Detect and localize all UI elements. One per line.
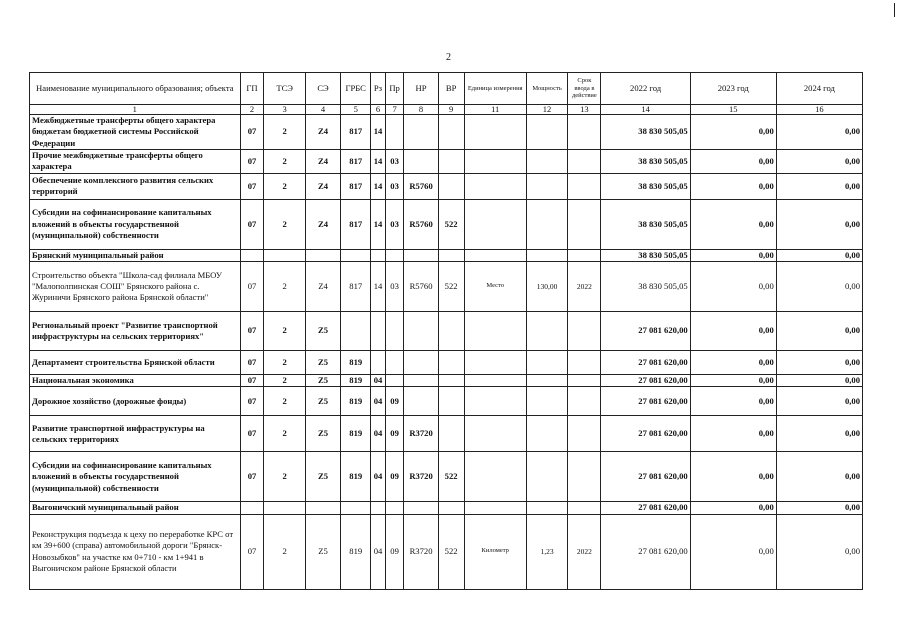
vr-code <box>438 115 464 150</box>
pr-code: 03 <box>385 199 404 249</box>
pr-code: 09 <box>385 387 404 416</box>
pr-code <box>385 115 404 150</box>
pr-code: 03 <box>385 262 404 312</box>
amount-2022: 38 830 505,05 <box>601 249 690 261</box>
capacity-cell <box>526 312 567 351</box>
gp-code: 07 <box>240 262 264 312</box>
col-number: 3 <box>264 105 305 115</box>
header-row <box>30 73 863 105</box>
amount-2022: 38 830 505,05 <box>601 150 690 174</box>
capacity-cell <box>526 249 567 261</box>
col-number: 6 <box>371 105 386 115</box>
column-number-row <box>30 105 863 115</box>
se-code: Z4 <box>305 173 340 199</box>
amount-2022: 38 830 505,05 <box>601 173 690 199</box>
corner-mark <box>894 3 895 17</box>
rz-code: 04 <box>371 387 386 416</box>
capacity-cell <box>526 173 567 199</box>
gp-code: 07 <box>240 199 264 249</box>
pr-code: 09 <box>385 416 404 452</box>
table-row <box>30 150 863 174</box>
object-name: Развитие транспортной инфраструктуры на сельских территориях <box>30 416 241 452</box>
vr-code: 522 <box>438 514 464 589</box>
rz-code: 04 <box>371 416 386 452</box>
gp-code: 07 <box>240 375 264 387</box>
col-number: 12 <box>526 105 567 115</box>
amount-2024: 0,00 <box>776 262 862 312</box>
nr-code <box>404 150 438 174</box>
vr-code: 522 <box>438 262 464 312</box>
gp-code: 07 <box>240 452 264 502</box>
table-body <box>30 115 863 590</box>
table-row <box>30 416 863 452</box>
rz-code: 04 <box>371 514 386 589</box>
table-row <box>30 199 863 249</box>
col-number: 9 <box>438 105 464 115</box>
grbs-code: 819 <box>341 351 371 375</box>
grbs-code: 817 <box>341 115 371 150</box>
gp-code: 07 <box>240 387 264 416</box>
capacity-cell <box>526 416 567 452</box>
capacity-cell <box>526 199 567 249</box>
deadline-cell <box>568 502 601 514</box>
nr-code: R5760 <box>404 173 438 199</box>
header-tse: ТСЭ <box>264 73 305 105</box>
capacity-cell <box>526 375 567 387</box>
unit-cell <box>464 387 526 416</box>
col-number: 1 <box>30 105 241 115</box>
pr-code <box>385 375 404 387</box>
header-name: Наименование муниципального образования; объекта <box>30 73 241 105</box>
col-number: 13 <box>568 105 601 115</box>
object-name: Строительство объекта "Школа-сад филиала МБОУ "Малополпинская СОШ" Брянского района с. Журиничи Брянского района Брянской области" <box>30 262 241 312</box>
table-row <box>30 262 863 312</box>
unit-cell <box>464 150 526 174</box>
col-number: 11 <box>464 105 526 115</box>
header-vr: ВР <box>438 73 464 105</box>
deadline-cell <box>568 312 601 351</box>
col-number: 15 <box>690 105 776 115</box>
table-row <box>30 502 863 514</box>
capacity-cell <box>526 150 567 174</box>
object-name: Субсидии на софинансирование капитальных вложений в объекты государственной (муниципальной) собственности <box>30 199 241 249</box>
pr-code: 03 <box>385 173 404 199</box>
header-2022: 2022 год <box>601 73 690 105</box>
header-2023: 2023 год <box>690 73 776 105</box>
pr-code: 09 <box>385 514 404 589</box>
nr-code <box>404 351 438 375</box>
amount-2024: 0,00 <box>776 115 862 150</box>
object-name: Дорожное хозяйство (дорожные фонды) <box>30 387 241 416</box>
deadline-cell <box>568 387 601 416</box>
tse-code: 2 <box>264 452 305 502</box>
se-code: Z4 <box>305 115 340 150</box>
tse-code <box>264 502 305 514</box>
amount-2023: 0,00 <box>690 249 776 261</box>
header-deadline: Срок ввода в действие <box>568 73 601 105</box>
object-name: Субсидии на софинансирование капитальных вложений в объекты государственной (муниципальной) собственности <box>30 452 241 502</box>
vr-code <box>438 375 464 387</box>
table-row <box>30 514 863 589</box>
amount-2024: 0,00 <box>776 416 862 452</box>
unit-cell <box>464 351 526 375</box>
se-code <box>305 249 340 261</box>
col-number: 5 <box>341 105 371 115</box>
col-number: 7 <box>385 105 404 115</box>
amount-2023: 0,00 <box>690 199 776 249</box>
object-name: Прочие межбюджетные трансферты общего характера <box>30 150 241 174</box>
pr-code: 09 <box>385 452 404 502</box>
nr-code <box>404 502 438 514</box>
deadline-cell <box>568 173 601 199</box>
tse-code: 2 <box>264 375 305 387</box>
object-name: Реконструкция подъезда к цеху по переработке КРС от км 39+600 (справа) автомобильной дороги "Брянск-Новозыбков" на участке км 0+710 - км 1+941 в Выгоничском районе Брянской области <box>30 514 241 589</box>
object-name: Межбюджетные трансферты общего характера бюджетам бюджетной системы Российской Федерации <box>30 115 241 150</box>
capacity-cell: 1,23 <box>526 514 567 589</box>
tse-code: 2 <box>264 150 305 174</box>
amount-2024: 0,00 <box>776 199 862 249</box>
amount-2023: 0,00 <box>690 452 776 502</box>
deadline-cell: 2022 <box>568 514 601 589</box>
deadline-cell <box>568 249 601 261</box>
amount-2024: 0,00 <box>776 502 862 514</box>
gp-code: 07 <box>240 150 264 174</box>
tse-code <box>264 249 305 261</box>
pr-code <box>385 312 404 351</box>
unit-cell <box>464 375 526 387</box>
page-number: 2 <box>446 52 451 63</box>
rz-code: 14 <box>371 150 386 174</box>
grbs-code: 819 <box>341 514 371 589</box>
amount-2022: 27 081 620,00 <box>601 416 690 452</box>
amount-2023: 0,00 <box>690 514 776 589</box>
nr-code <box>404 387 438 416</box>
vr-code <box>438 387 464 416</box>
amount-2023: 0,00 <box>690 150 776 174</box>
unit-cell <box>464 452 526 502</box>
se-code: Z5 <box>305 452 340 502</box>
header-capacity: Мощность <box>526 73 567 105</box>
amount-2024: 0,00 <box>776 452 862 502</box>
rz-code: 04 <box>371 452 386 502</box>
object-name: Выгоничский муниципальный район <box>30 502 241 514</box>
amount-2022: 27 081 620,00 <box>601 502 690 514</box>
col-number: 8 <box>404 105 438 115</box>
amount-2024: 0,00 <box>776 375 862 387</box>
tse-code: 2 <box>264 173 305 199</box>
deadline-cell <box>568 150 601 174</box>
nr-code: R3720 <box>404 452 438 502</box>
capacity-cell <box>526 502 567 514</box>
deadline-cell <box>568 452 601 502</box>
vr-code <box>438 416 464 452</box>
grbs-code: 817 <box>341 199 371 249</box>
header-2024: 2024 год <box>776 73 862 105</box>
se-code: Z5 <box>305 375 340 387</box>
amount-2023: 0,00 <box>690 262 776 312</box>
se-code: Z4 <box>305 199 340 249</box>
rz-code: 14 <box>371 173 386 199</box>
vr-code <box>438 150 464 174</box>
grbs-code: 819 <box>341 452 371 502</box>
grbs-code: 819 <box>341 416 371 452</box>
se-code: Z5 <box>305 351 340 375</box>
amount-2022: 27 081 620,00 <box>601 514 690 589</box>
amount-2022: 38 830 505,05 <box>601 115 690 150</box>
pr-code: 03 <box>385 150 404 174</box>
rz-code <box>371 249 386 261</box>
table-row <box>30 387 863 416</box>
amount-2022: 27 081 620,00 <box>601 312 690 351</box>
gp-code: 07 <box>240 312 264 351</box>
amount-2024: 0,00 <box>776 514 862 589</box>
amount-2022: 38 830 505,05 <box>601 262 690 312</box>
nr-code: R5760 <box>404 262 438 312</box>
unit-cell <box>464 249 526 261</box>
se-code: Z5 <box>305 416 340 452</box>
nr-code: R3720 <box>404 514 438 589</box>
amount-2022: 27 081 620,00 <box>601 452 690 502</box>
amount-2023: 0,00 <box>690 312 776 351</box>
tse-code: 2 <box>264 351 305 375</box>
pr-code <box>385 351 404 375</box>
amount-2022: 38 830 505,05 <box>601 199 690 249</box>
budget-table <box>29 72 863 590</box>
grbs-code: 819 <box>341 375 371 387</box>
amount-2023: 0,00 <box>690 387 776 416</box>
object-name: Департамент строительства Брянской области <box>30 351 241 375</box>
object-name: Брянский муниципальный район <box>30 249 241 261</box>
pr-code <box>385 249 404 261</box>
unit-cell <box>464 502 526 514</box>
amount-2022: 27 081 620,00 <box>601 387 690 416</box>
amount-2023: 0,00 <box>690 173 776 199</box>
rz-code: 14 <box>371 262 386 312</box>
se-code: Z5 <box>305 514 340 589</box>
col-number: 16 <box>776 105 862 115</box>
vr-code <box>438 502 464 514</box>
grbs-code <box>341 312 371 351</box>
deadline-cell <box>568 351 601 375</box>
vr-code <box>438 173 464 199</box>
vr-code <box>438 249 464 261</box>
grbs-code: 817 <box>341 150 371 174</box>
tse-code: 2 <box>264 514 305 589</box>
deadline-cell <box>568 416 601 452</box>
rz-code <box>371 351 386 375</box>
grbs-code: 817 <box>341 173 371 199</box>
deadline-cell <box>568 199 601 249</box>
tse-code: 2 <box>264 416 305 452</box>
capacity-cell <box>526 115 567 150</box>
deadline-cell: 2022 <box>568 262 601 312</box>
header-unit: Единица измерения <box>464 73 526 105</box>
unit-cell <box>464 199 526 249</box>
table-row <box>30 312 863 351</box>
table-row <box>30 351 863 375</box>
object-name: Региональный проект "Развитие транспортной инфраструктуры на сельских территориях" <box>30 312 241 351</box>
se-code: Z5 <box>305 387 340 416</box>
header-se: СЭ <box>305 73 340 105</box>
amount-2024: 0,00 <box>776 351 862 375</box>
nr-code <box>404 312 438 351</box>
gp-code <box>240 502 264 514</box>
nr-code: R5760 <box>404 199 438 249</box>
grbs-code <box>341 249 371 261</box>
header-rz: Рз <box>371 73 386 105</box>
rz-code <box>371 502 386 514</box>
rz-code: 14 <box>371 115 386 150</box>
col-number: 2 <box>240 105 264 115</box>
deadline-cell <box>568 115 601 150</box>
vr-code <box>438 312 464 351</box>
amount-2023: 0,00 <box>690 115 776 150</box>
unit-cell: Место <box>464 262 526 312</box>
amount-2023: 0,00 <box>690 502 776 514</box>
amount-2023: 0,00 <box>690 351 776 375</box>
vr-code: 522 <box>438 199 464 249</box>
se-code <box>305 502 340 514</box>
header-grbs: ГРБС <box>341 73 371 105</box>
capacity-cell: 130,00 <box>526 262 567 312</box>
amount-2024: 0,00 <box>776 150 862 174</box>
table-row <box>30 173 863 199</box>
gp-code: 07 <box>240 416 264 452</box>
gp-code <box>240 249 264 261</box>
rz-code: 04 <box>371 375 386 387</box>
amount-2024: 0,00 <box>776 387 862 416</box>
capacity-cell <box>526 452 567 502</box>
object-name: Национальная экономика <box>30 375 241 387</box>
amount-2024: 0,00 <box>776 173 862 199</box>
tse-code: 2 <box>264 262 305 312</box>
deadline-cell <box>568 375 601 387</box>
se-code: Z4 <box>305 150 340 174</box>
table-row <box>30 249 863 261</box>
amount-2023: 0,00 <box>690 375 776 387</box>
amount-2023: 0,00 <box>690 416 776 452</box>
capacity-cell <box>526 351 567 375</box>
gp-code: 07 <box>240 514 264 589</box>
header-pr: Пр <box>385 73 404 105</box>
se-code: Z5 <box>305 312 340 351</box>
rz-code: 14 <box>371 199 386 249</box>
capacity-cell <box>526 387 567 416</box>
col-number: 4 <box>305 105 340 115</box>
table-row <box>30 115 863 150</box>
vr-code <box>438 351 464 375</box>
pr-code <box>385 502 404 514</box>
header-nr: НР <box>404 73 438 105</box>
object-name: Обеспечение комплексного развития сельских территорий <box>30 173 241 199</box>
grbs-code: 819 <box>341 387 371 416</box>
amount-2022: 27 081 620,00 <box>601 375 690 387</box>
se-code: Z4 <box>305 262 340 312</box>
tse-code: 2 <box>264 312 305 351</box>
unit-cell: Километр <box>464 514 526 589</box>
col-number: 14 <box>601 105 690 115</box>
vr-code: 522 <box>438 452 464 502</box>
nr-code <box>404 375 438 387</box>
gp-code: 07 <box>240 351 264 375</box>
tse-code: 2 <box>264 387 305 416</box>
unit-cell <box>464 173 526 199</box>
unit-cell <box>464 312 526 351</box>
gp-code: 07 <box>240 115 264 150</box>
nr-code: R3720 <box>404 416 438 452</box>
tse-code: 2 <box>264 115 305 150</box>
gp-code: 07 <box>240 173 264 199</box>
amount-2024: 0,00 <box>776 312 862 351</box>
grbs-code: 817 <box>341 262 371 312</box>
table-row <box>30 452 863 502</box>
amount-2022: 27 081 620,00 <box>601 351 690 375</box>
rz-code <box>371 312 386 351</box>
nr-code <box>404 115 438 150</box>
unit-cell <box>464 416 526 452</box>
tse-code: 2 <box>264 199 305 249</box>
grbs-code <box>341 502 371 514</box>
table-row <box>30 375 863 387</box>
amount-2024: 0,00 <box>776 249 862 261</box>
nr-code <box>404 249 438 261</box>
unit-cell <box>464 115 526 150</box>
header-gp: ГП <box>240 73 264 105</box>
